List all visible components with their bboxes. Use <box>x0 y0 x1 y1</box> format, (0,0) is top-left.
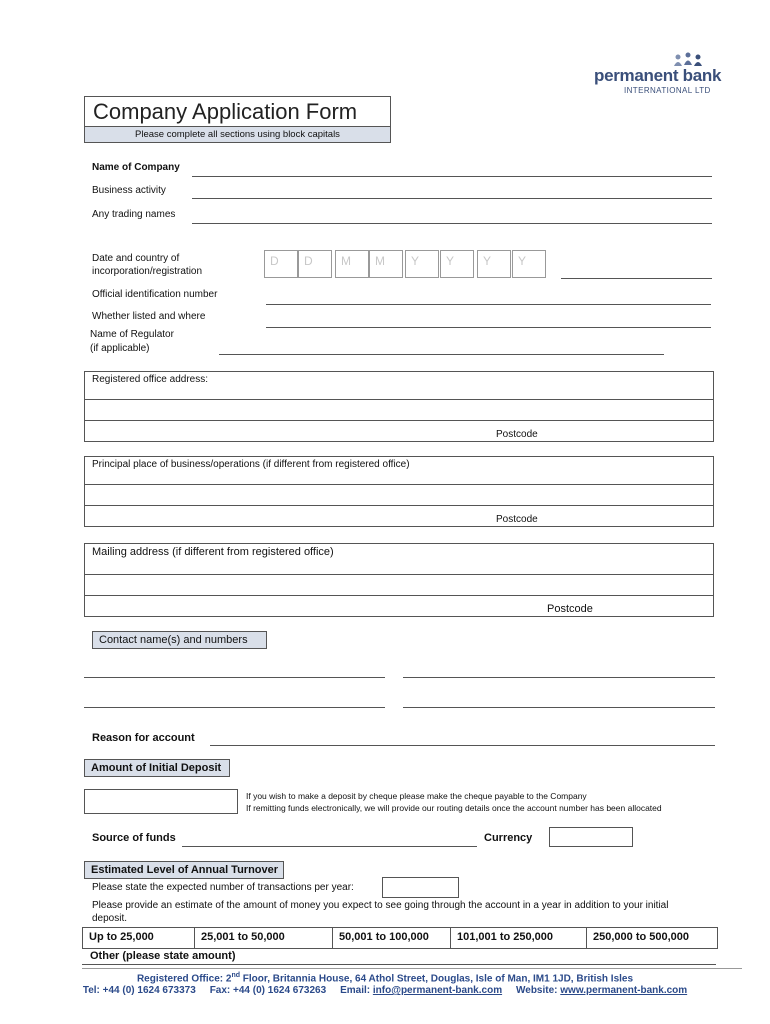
deposit-note-2: If remitting funds electronically, we will provide our routing details once the account number has been allocated <box>246 803 662 813</box>
footer-contacts <box>0 985 770 996</box>
date-cell[interactable]: Y <box>405 250 439 278</box>
contact-field[interactable] <box>403 707 715 708</box>
footer-tel: Tel: +44 (0) 1624 673373 <box>82 985 196 996</box>
footer-website-label: Website: <box>516 985 558 996</box>
deposit-amount-field[interactable] <box>84 789 238 814</box>
official-id-label: Official identification number <box>92 289 218 300</box>
deposit-header: Amount of Initial Deposit <box>84 759 230 777</box>
business-activity-label: Business activity <box>92 185 166 196</box>
postcode-label: Postcode <box>496 514 538 525</box>
regulator-field[interactable] <box>219 354 664 355</box>
registered-address-label: Registered office address: <box>92 374 208 385</box>
reason-field[interactable] <box>210 745 715 746</box>
regulator-label-2: (if applicable) <box>90 343 150 354</box>
mailing-address-label: Mailing address (if different from registered office) <box>92 546 334 558</box>
listed-field[interactable] <box>266 327 711 328</box>
footer-address <box>0 972 770 984</box>
currency-label: Currency <box>484 832 533 844</box>
postcode-label: Postcode <box>547 603 593 615</box>
form-subtitle: Please complete all sections using block capitals <box>135 129 340 140</box>
currency-field[interactable] <box>549 827 633 847</box>
footer-email-link[interactable]: info@permanent-bank.com <box>372 985 503 996</box>
company-name-label: Name of Company <box>92 162 180 173</box>
date-cell[interactable]: Y <box>477 250 511 278</box>
logo-subtitle: INTERNATIONAL LTD <box>624 86 711 95</box>
footer-address-part: Floor, Britannia House, 64 Athol Street, Douglas, Isle of Man, IM1 1JD, British Isles <box>240 973 634 985</box>
contact-field[interactable] <box>84 707 385 708</box>
business-activity-field[interactable] <box>192 198 712 199</box>
turnover-band-option[interactable]: 101,001 to 250,000 <box>451 928 587 948</box>
form-subtitle-box <box>84 126 391 143</box>
other-amount-label: Other (please state amount) <box>90 950 236 962</box>
footer-address-sup: nd <box>231 972 240 979</box>
regulator-label-1: Name of Regulator <box>90 329 174 340</box>
turnover-band-option[interactable]: 250,000 to 500,000 <box>593 931 690 943</box>
date-cell[interactable]: D <box>264 250 298 278</box>
contact-field[interactable] <box>84 677 385 678</box>
footer-email-label: Email: <box>340 985 371 996</box>
transactions-label: Please state the expected number of transactions per year: <box>92 882 354 893</box>
transactions-field[interactable] <box>382 877 459 898</box>
footer-address-part: Registered Office: 2 <box>136 973 232 985</box>
trading-names-label: Any trading names <box>92 209 176 220</box>
date-cell[interactable]: D <box>298 250 332 278</box>
deposit-note-1: If you wish to make a deposit by cheque please make the cheque payable to the Company <box>246 791 587 801</box>
footer-fax: Fax: +44 (0) 1624 673263 <box>209 985 327 996</box>
trading-names-field[interactable] <box>192 223 712 224</box>
reason-label: Reason for account <box>92 732 195 744</box>
estimate-text-2: deposit. <box>92 913 128 924</box>
turnover-band-option[interactable]: 50,001 to 100,000 <box>333 928 451 948</box>
mailing-address-box[interactable] <box>84 543 714 617</box>
official-id-field[interactable] <box>266 304 711 305</box>
source-of-funds-field[interactable] <box>182 846 477 847</box>
turnover-header: Estimated Level of Annual Turnover <box>84 861 284 879</box>
footer-website-link[interactable]: www.permanent-bank.com <box>560 985 688 996</box>
logo-name: permanent bank <box>594 66 722 85</box>
estimate-text-1: Please provide an estimate of the amount of money you expect to see going through the account in a year in addition to your initial <box>92 900 669 911</box>
principal-address-box[interactable] <box>84 456 714 527</box>
turnover-band-option[interactable]: Up to 25,000 <box>83 928 195 948</box>
date-cell[interactable]: M <box>335 250 369 278</box>
date-cell[interactable]: M <box>369 250 403 278</box>
company-name-field[interactable] <box>192 176 712 177</box>
form-title-box <box>84 96 391 126</box>
postcode-label: Postcode <box>496 429 538 440</box>
other-amount-field[interactable] <box>82 964 716 965</box>
date-country-label-1: Date and country of <box>92 253 180 264</box>
turnover-band-option[interactable]: 25,001 to 50,000 <box>195 928 333 948</box>
turnover-band-table <box>82 927 718 949</box>
date-cell[interactable]: Y <box>440 250 474 278</box>
contact-header: Contact name(s) and numbers <box>92 631 267 649</box>
page-title: Company Application Form <box>93 99 358 124</box>
footer-divider <box>82 968 742 969</box>
principal-address-label: Principal place of business/operations (if different from registered office) <box>92 459 410 470</box>
registered-address-box[interactable] <box>84 371 714 442</box>
source-of-funds-label: Source of funds <box>92 832 176 844</box>
contact-field[interactable] <box>403 677 715 678</box>
date-cell[interactable]: Y <box>512 250 546 278</box>
listed-label: Whether listed and where <box>92 311 206 322</box>
country-field[interactable] <box>561 278 712 279</box>
date-country-label-2: incorporation/registration <box>92 266 203 277</box>
